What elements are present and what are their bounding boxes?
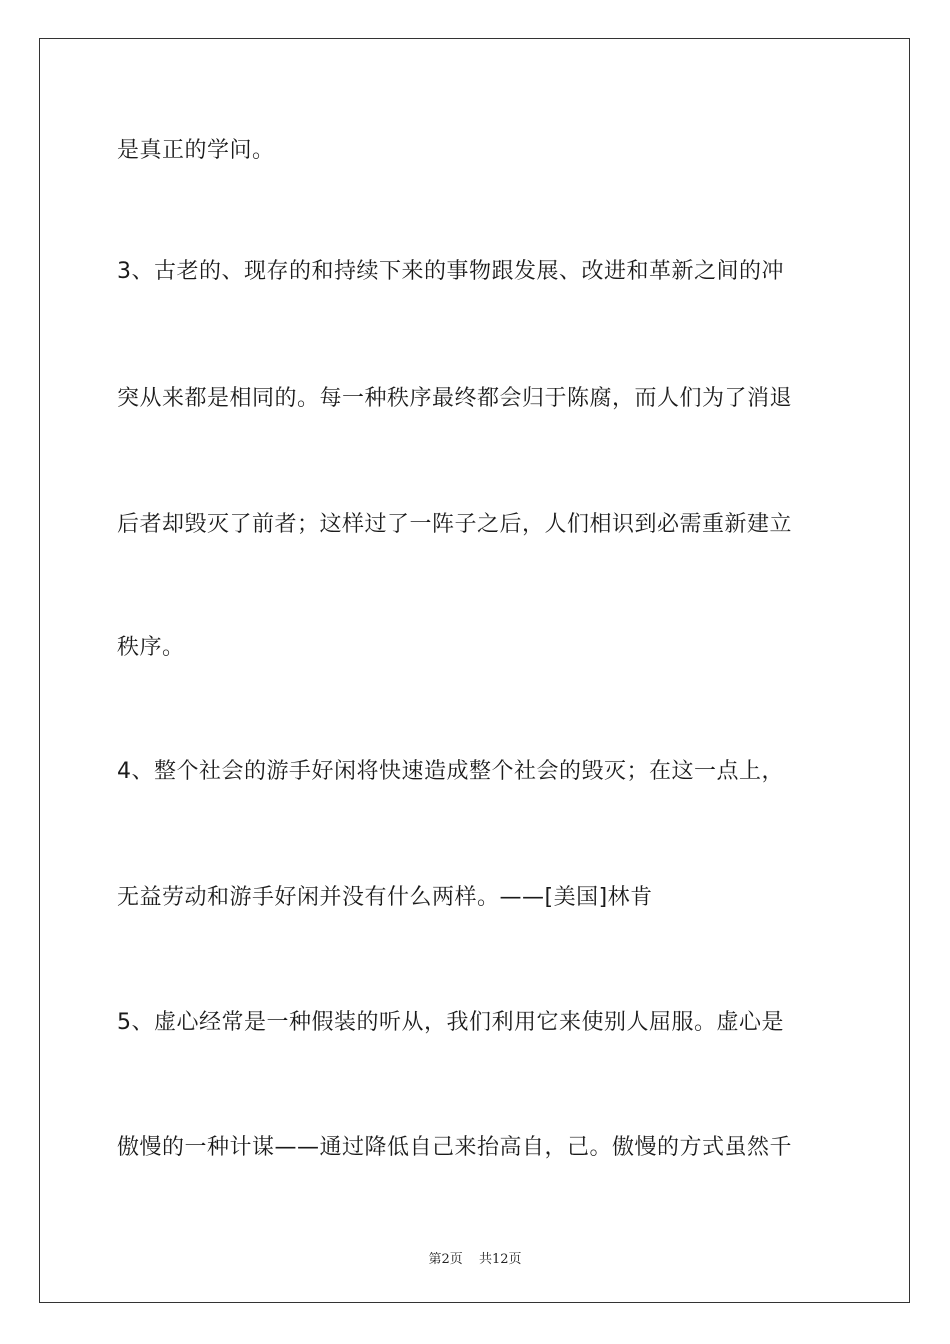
- text-line: 4、整个社会的游手好闲将快速造成整个社会的毁灭；在这一点上，: [117, 759, 784, 784]
- text-line: 无益劳动和游手好闲并没有什么两样。——[美国]林肯: [117, 885, 653, 910]
- page-number: 第2页: [428, 1252, 463, 1267]
- text-line: 是真正的学问。: [117, 138, 275, 163]
- text-line: 后者却毁灭了前者；这样过了一阵子之后，人们相识到必需重新建立: [117, 512, 793, 537]
- page-border: [39, 38, 910, 1303]
- text-line: 秩序。: [117, 635, 185, 660]
- page-total: 共12页: [478, 1252, 522, 1267]
- text-line: 3、古老的、现存的和持续下来的事物跟发展、改进和革新之间的冲: [117, 259, 784, 284]
- text-line: 突从来都是相同的。每一种秩序最终都会归于陈腐，而人们为了消退: [117, 386, 793, 411]
- text-line: 傲慢的一种计谋——通过降低自己来抬高自，己。傲慢的方式虽然千: [117, 1135, 793, 1160]
- text-line: 5、虚心经常是一种假装的听从，我们利用它来使别人屈服。虚心是: [117, 1010, 784, 1035]
- page-footer: [0, 1248, 950, 1267]
